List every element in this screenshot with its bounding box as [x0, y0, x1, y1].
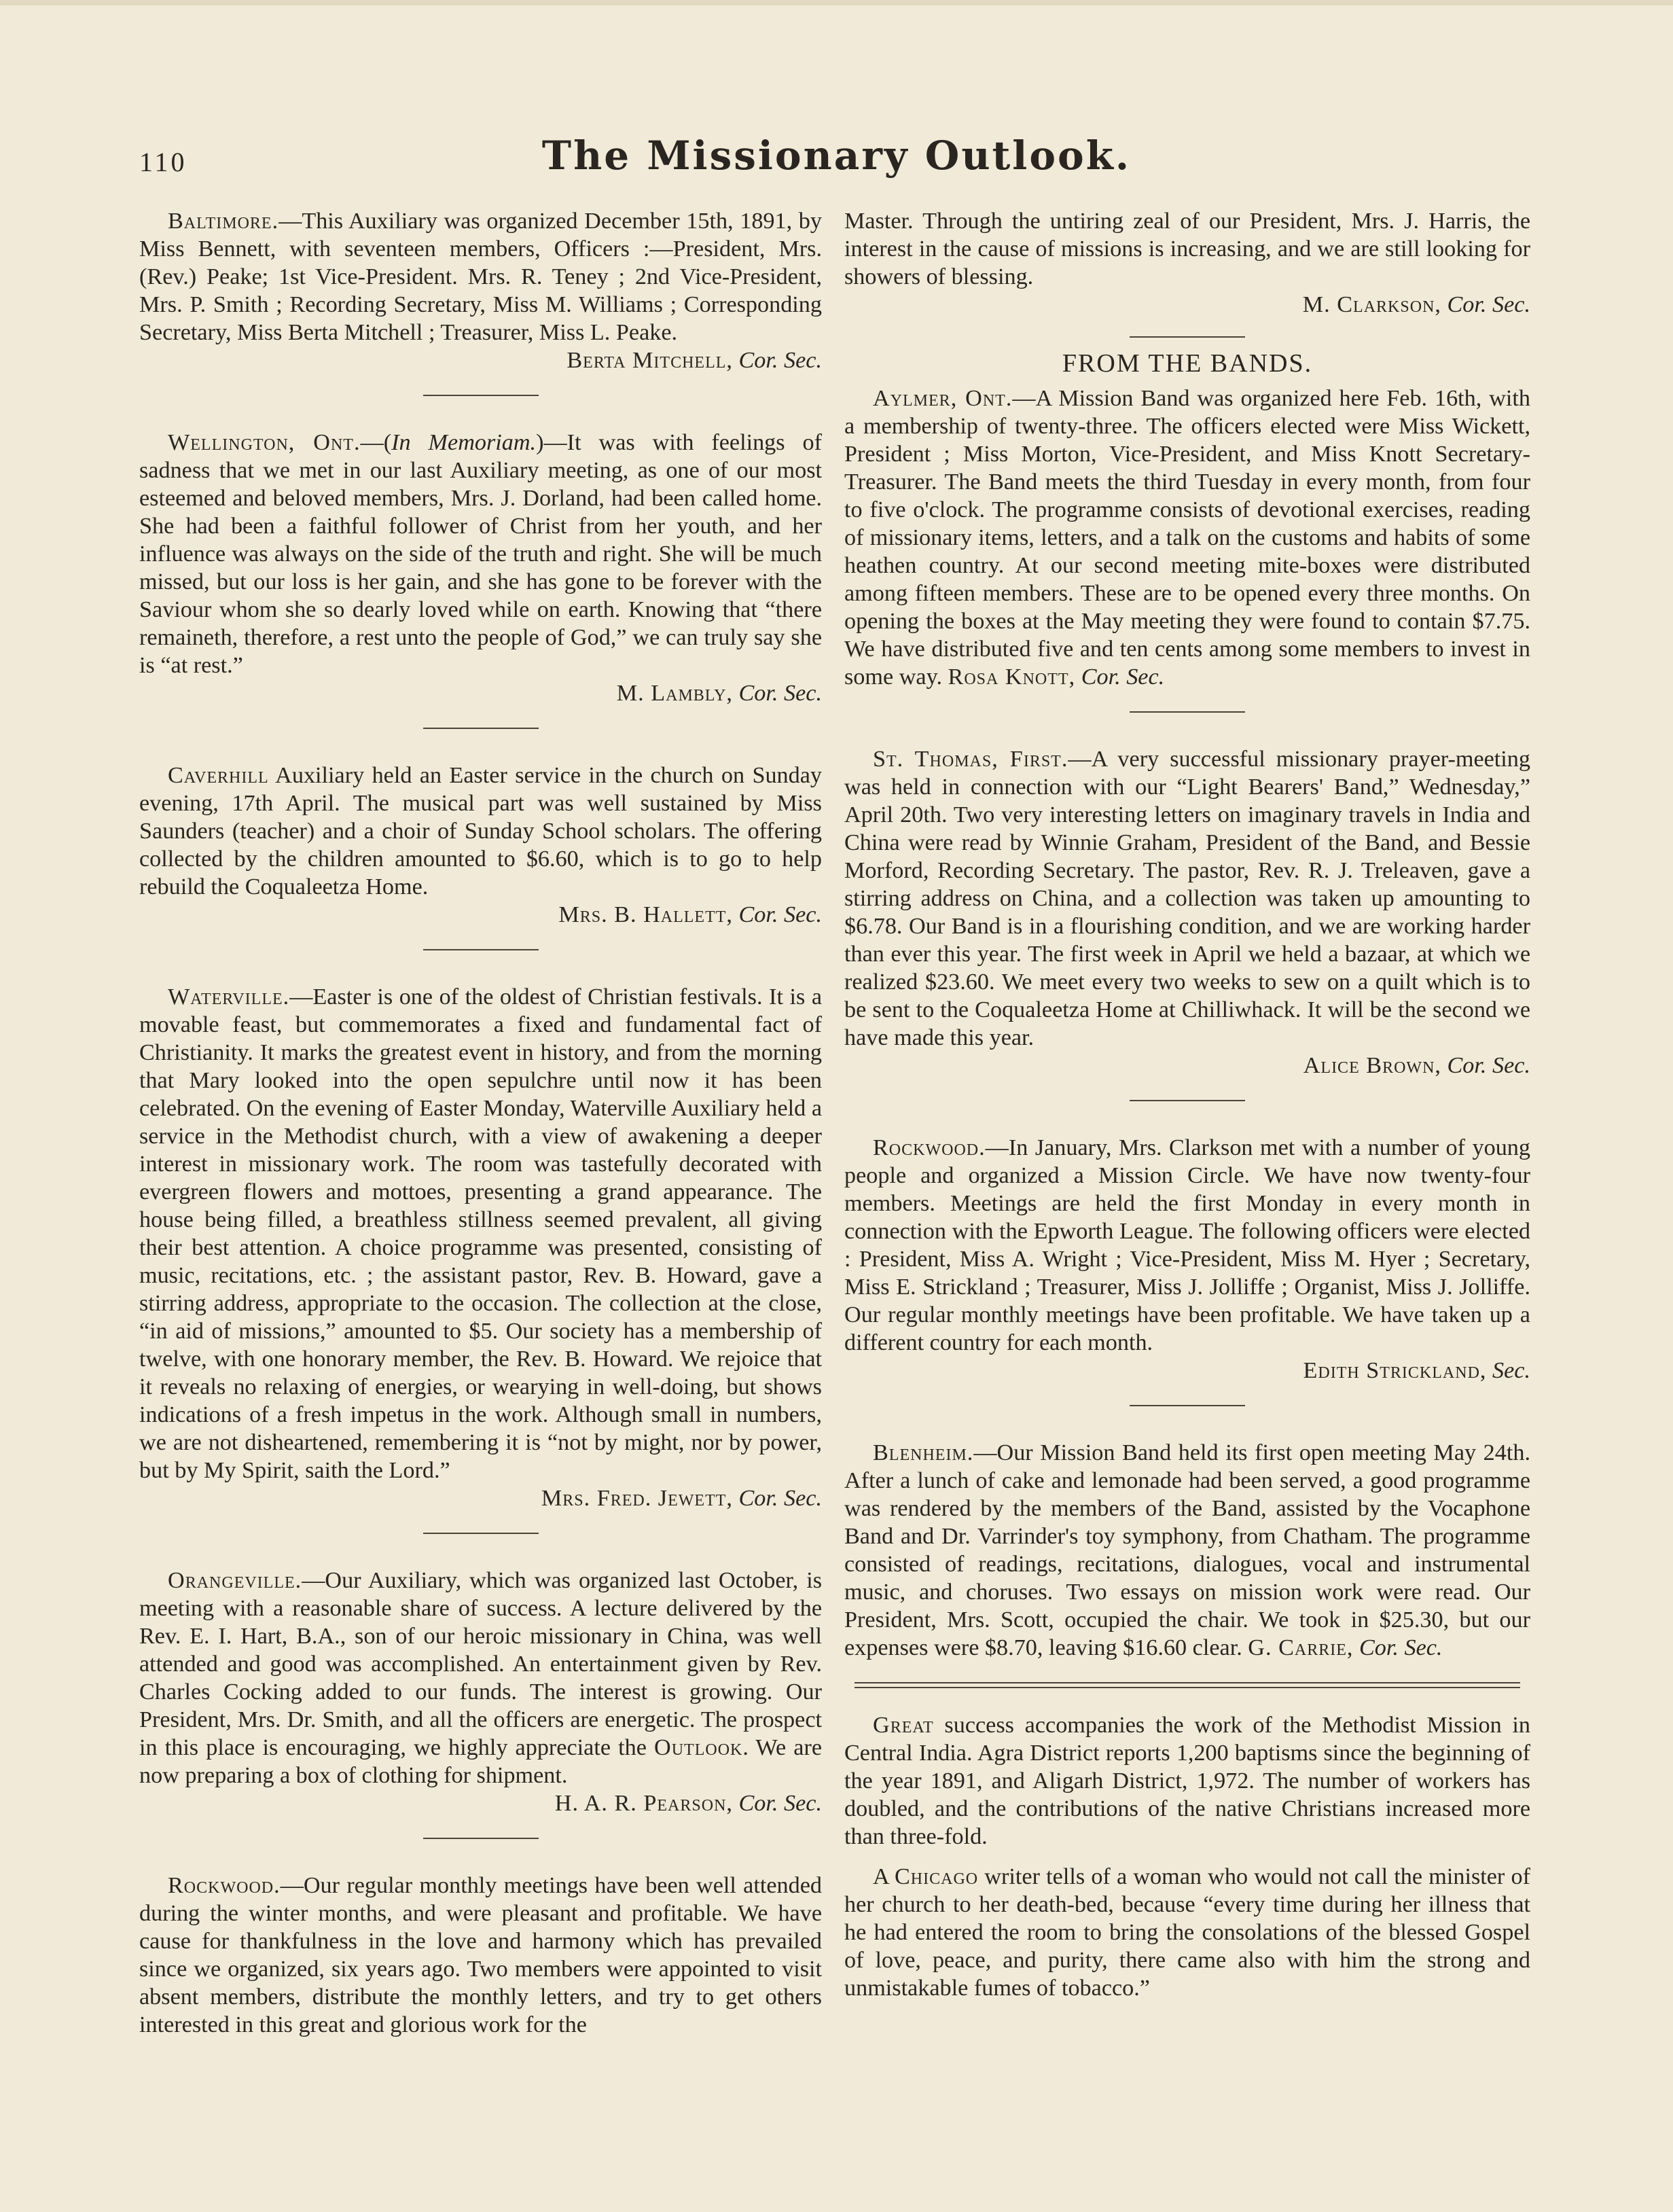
signature: Alice Brown, Cor. Sec. — [1303, 1053, 1530, 1078]
entry-aylmer: Aylmer, Ont.—A Mission Band was organized here Feb. 16th, with a membership of twenty-three. The officers elected were Miss Wickett, President ; Miss Morton, Vice-President, and Miss Knott Secretary-Treasurer. The Band meets the third Tuesday in every month, from four to five o'clock. The programme consists of devotional exercises, reading of missionary items, letters, and a talk on the customs and habits of some heathen country. At our second meeting mite-boxes were distributed among fifteen members. These are to be opened every three months. On opening the boxes at the May meeting they were found to contain $7.75. We have distributed five and ten cents among some members to invest in some way. Rosa Knott, Cor. Sec. — [844, 386, 1531, 690]
entry-heading: Rockwood. — [873, 1135, 986, 1160]
in-memoriam: In Memoriam. — [391, 430, 537, 455]
entry-heading: Baltimore. — [168, 209, 279, 234]
page-number: 110 — [139, 147, 187, 177]
entry-heading: Rockwood. — [168, 1873, 281, 1898]
signature: Mrs. B. Hallett, Cor. Sec. — [558, 902, 822, 927]
divider-rule — [1130, 1405, 1245, 1406]
entry-great-success — [844, 1711, 1530, 1851]
entry-heading: Caverhill — [168, 763, 269, 788]
divider-rule — [1130, 1100, 1245, 1101]
entry-orangeville: Orangeville.—Our Auxiliary, which was organized last October, is meeting with a reasonable share of success. A lecture delivered by the Rev. E. I. Hart, B.A., son of our heroic missionary in China, was well attended and good was accomplished. An entertainment given by Rev. Charles Cocking added to our funds. The interest is growing. Our President, Mrs. Dr. Smith, and all the officers are energetic. The prospect in this place is encouraging, we highly appreciate the Outlook. We are now preparing a box of clothing for shipment. H. A. R. Pearson, Cor. Sec. — [139, 1568, 822, 1816]
signature: Mrs. Fred. Jewett, Cor. Sec. — [541, 1486, 822, 1511]
entry-text: Auxiliary held an Easter service in the church on Sunday evening, 17th April. The musical part was well sustained by Miss Saunders (teacher) and a choir of Sunday School scholars. The offering collected by the children amounted to $6.60, which is to go to help rebuild the Coqualeetza Home. — [139, 763, 822, 899]
entry-text: writer tells of a woman who would not call the minister of her church to her death-bed, because “every time during her illness that he had entered the room to bring the consolations of the blessed Gospel of love, peace, and purity, there came also with him the strong and unmistakable fumes of tobacco.” — [844, 1864, 1530, 2001]
page-top-edge — [0, 0, 1673, 5]
signature: Berta Mitchell, Cor. Sec. — [566, 348, 822, 373]
entry-text: Master. Through the untiring zeal of our President, Mrs. J. Harris, the interest in the cause of missions is increasing, and we are still looking for showers of blessing. — [844, 209, 1530, 289]
entry-text: —A Mission Band was organized here Feb. 16th, with a membership of twenty-three. The officers elected were Miss Wickett, President ; Miss Morton, Vice-President, and Miss Knott Secretary-Treasurer. The Band meets the third Tuesday in every month, from four to five o'clock. The programme consists of devotional exercises, reading of missionary items, letters, and a talk on the customs and habits of some heathen country. At our second meeting mite-boxes were distributed among fifteen members. These are to be opened every three months. On opening the boxes at the May meeting they were found to contain $7.75. We have distributed five and ten cents among some members to invest in some way. — [844, 386, 1531, 690]
left-column — [139, 207, 822, 2043]
entry-heading: Orangeville. — [168, 1568, 302, 1593]
entry-text: —Easter is one of the oldest of Christian festivals. It is a movable feast, but commemorates a fixed and fundamental fact of Christianity. It marks the greatest event in history, and from the morning that Mary looked into the open sepulchre until now it has been celebrated. On the evening of Easter Monday, Waterville Auxiliary held a service in the Methodist church, with a view of awakening a deeper interest in missionary work. The room was tastefully decorated with evergreen flowers and mottoes, presenting a grand appearance. The house being filled, a breathless stillness seemed prevalent, all giving their best attention. A choice programme was presented, consisting of music, recitations, etc. ; the assistant pastor, Rev. B. Howard, gave a stirring address, appropriate to the occasion. The collection at the close, “in aid of missions,” amounted to $5. Our society has a membership of twelve, with one honorary member, the Rev. B. Howard. We rejoice that it reveals no relaxing of energies, or wearying in well-doing, but shows indications of a fresh impetus in the work. Although small in numbers, we are not disheartened, remembering it is “not by might, nor by power, but by My Spirit, saith the Lord.” — [139, 984, 822, 1483]
entry-heading: Wellington, Ont. — [168, 430, 361, 455]
divider-rule — [423, 1533, 539, 1534]
entry-heading: Chicago — [895, 1864, 979, 1889]
outlook-name: Outlook — [654, 1735, 743, 1760]
right-column — [844, 207, 1530, 2006]
double-divider-rule — [855, 1682, 1520, 1688]
entry-blenheim: Blenheim.—Our Mission Band held its first open meeting May 24th. After a lunch of cake and lemonade had been served, a good programme was rendered by the members of the Band, assisted by the Vocaphone Band and Dr. Varrinder's toy symphony, from Chatham. The programme consisted of readings, recitations, dialogues, vocal and instrumental music, and choruses. Two essays on mission work were read. Our President, Mrs. Scott, occupied the chair. We took in $25.30, but our expenses were $8.70, leaving $16.60 clear. G. Carrie, Cor. Sec. — [844, 1440, 1530, 1660]
entry-waterville — [139, 983, 822, 1512]
entry-heading: Great — [873, 1713, 934, 1738]
entry-text: —A very successful missionary prayer-meeting was held in connection with our “Light Bearers' Band,” Wednesday,” April 20th. Two very interesting letters on imaginary travels in India and China were read by Winnie Graham, President of the Band, and Bessie Morford, Recording Secretary. The pastor, Rev. R. J. Treleaven, gave a stirring address on China, and a collection was taken up amounting to $6.78. Our Band is in a flourishing condition, and we are working harder than ever this year. The first week in April we held a bazaar, at which we realized $23.60. We meet every two weeks to sew on a quilt which is to be sent to the Coqualeetza Home at Chilliwhack. It will be the second we have made this year. — [844, 747, 1530, 1050]
entry-baltimore — [139, 207, 822, 374]
entry-heading: St. Thomas, First. — [873, 747, 1068, 772]
entry-text: —This Auxiliary was organized December 15th, 1891, by Miss Bennett, with seventeen members, Officers :—President, Mrs. (Rev.) Peake; 1st Vice-President. Mrs. R. Teney ; 2nd Vice-President, Mrs. P. Smith ; Recording Secretary, Miss M. Williams ; Corresponding Secretary, Miss Berta Mitchell ; Treasurer, Miss L. Peake. — [139, 209, 822, 345]
entry-text: —Our Auxiliary, which was organized last October, is meeting with a reasonable share of success. A lecture delivered by the Rev. E. I. Hart, B.A., son of our heroic missionary in China, was well attended and good was accomplished. An entertainment given by Rev. Charles Cocking added to our funds. The interest is growing. Our President, Mrs. Dr. Smith, and all the officers are energetic. The prospect in this place is encouraging, we highly appreciate the — [139, 1568, 822, 1760]
entry-heading: Aylmer, Ont. — [873, 386, 1013, 411]
entry-rockwood-auxiliary — [139, 1872, 822, 2039]
masthead-title: The Missionary Outlook. — [541, 132, 1132, 179]
entry-text: )—It was with feelings of sadness that we met in our last Auxiliary meeting, as one of our most esteemed and beloved members, Mrs. J. Dorland, had been called home. She had been a faithful follower of Christ from her youth, and her influence was always on the side of the truth and right. She will be much missed, but our loss is her gain, and she has gone to be forever with the Saviour whom she so dearly loved while on earth. Knowing that “there remaineth, therefore, a rest unto the people of God,” we can truly say she is “at rest.” — [139, 430, 823, 678]
signature: M. Clarkson, Cor. Sec. — [1302, 292, 1530, 317]
entry-text: —Our regular monthly meetings have been well attended during the winter months, and were pleasant and profitable. We have cause for thankfulness in the love and harmony which has prevailed since we organized, six years ago. Two members were appointed to visit absent members, distribute the monthly letters, and try to get others interested in this great and glorious work for the — [139, 1873, 822, 2037]
section-heading-bands: FROM THE BANDS. — [1062, 349, 1313, 378]
entry-heading: Blenheim. — [873, 1440, 974, 1465]
entry-text: —In January, Mrs. Clarkson met with a number of young people and organized a Mission Circle. We have now twenty-four members. Meetings are held the first Monday in every month in connection with the Epworth League. The following officers were elected : President, Miss A. Wright ; Vice-President, Miss M. Hyer ; Secretary, Miss E. Strickland ; Treasurer, Miss J. Jolliffe ; Organist, Miss J. Jolliffe. Our regular monthly meetings have been profitable. We have taken up a different country for each month. — [844, 1135, 1530, 1355]
divider-rule — [423, 1838, 539, 1839]
entry-heading: Waterville. — [168, 984, 290, 1010]
signature: H. A. R. Pearson, Cor. Sec. — [554, 1791, 822, 1816]
signature: M. Lambly, Cor. Sec. — [616, 681, 822, 706]
entry-text: —Our Mission Band held its first open meeting May 24th. After a lunch of cake and lemonade had been served, a good programme was rendered by the members of the Band, assisted by the Vocaphone Band and Dr. Varrinder's toy symphony, from Chatham. The programme consisted of readings, recitations, dialogues, vocal and instrumental music, and choruses. Two essays on mission work were read. Our President, Mrs. Scott, occupied the chair. We took in $25.30, but our expenses were $8.70, leaving $16.60 clear. — [844, 1440, 1530, 1660]
entry-chicago: A Chicago writer tells of a woman who would not call the minister of her church to her death-bed, because “every time during her illness that he had entered the room to bring the consolations of the blessed Gospel of love, peace, and purity, there came also with him the strong and unmistakable fumes of tobacco.” — [844, 1864, 1530, 2001]
entry-rockwood-circle — [844, 1134, 1530, 1385]
entry-rockwood-auxiliary-continued — [844, 207, 1530, 319]
entry-text: success accompanies the work of the Methodist Mission in Central India. Agra District reports 1,200 baptisms since the beginning of the year 1891, and Aligarh District, 1,972. The number of workers has doubled, and the contributions of the native Christians increased more than three-fold. — [844, 1713, 1530, 1849]
entry-st-thomas — [844, 745, 1530, 1080]
divider-rule — [423, 949, 539, 950]
divider-rule — [423, 395, 539, 396]
divider-rule — [1130, 336, 1245, 338]
signature: Edith Strickland, Sec. — [1303, 1358, 1530, 1383]
divider-rule — [1130, 711, 1245, 713]
entry-wellington: Wellington, Ont.—(In Memoriam.)—It was with feelings of sadness that we met in our last Auxiliary meeting, as one of our most esteemed and beloved members, Mrs. J. Dorland, had been called home. She had been a faithful follower of Christ from her youth, and her influence was always on the side of the truth and right. She will be much missed, but our loss is her gain, and she has gone to be forever with the Saviour whom she so dearly loved while on earth. Knowing that “there remaineth, therefore, a rest unto the people of God,” we can truly say she is “at rest.” M. Lambly, Cor. Sec. — [139, 430, 823, 706]
divider-rule — [423, 728, 539, 729]
entry-caverhill — [139, 762, 822, 929]
